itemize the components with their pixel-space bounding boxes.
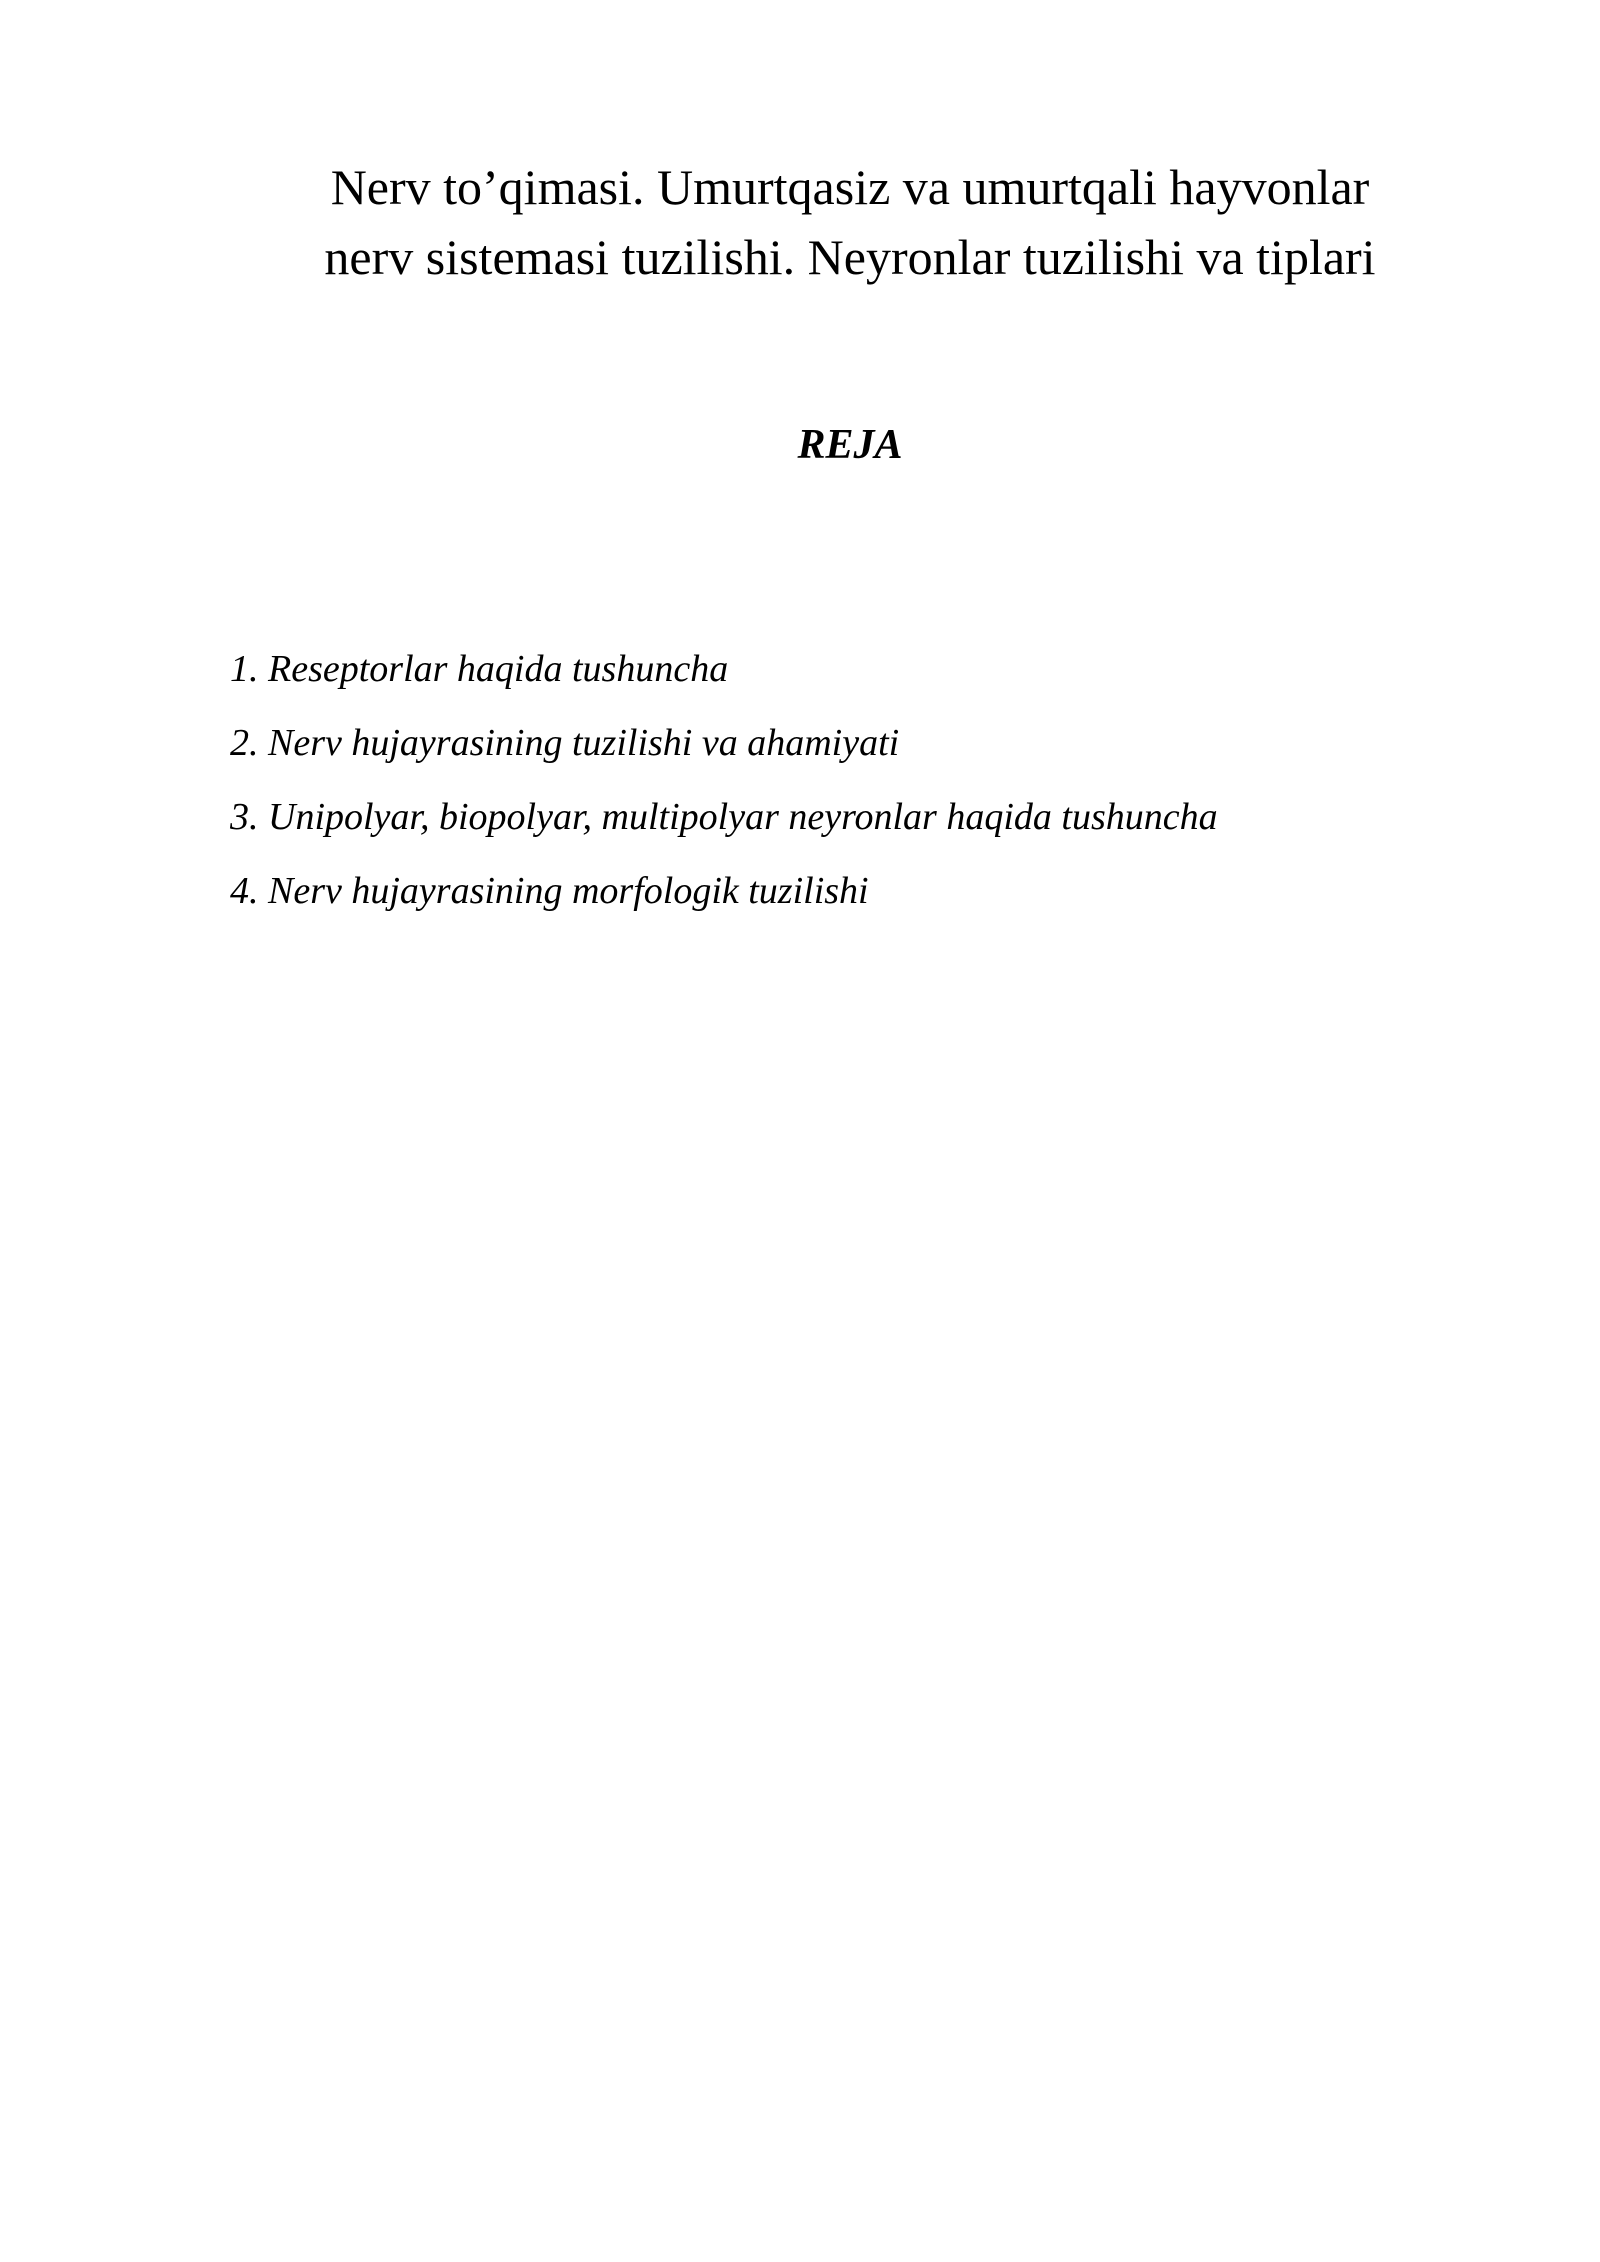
plan-item-3: 3. Unipolyar, biopolyar, multipolyar neyronlar haqida tushuncha [230,796,1218,838]
plan-item-4: 4. Nerv hujayrasining morfologik tuzilishi [230,870,869,912]
title-line-2: nerv sistemasi tuzilishi. Neyronlar tuzilishi va tiplari [324,229,1376,285]
plan-item-2: 2. Nerv hujayrasining tuzilishi va ahamiyati [230,722,900,764]
document-title [200,152,1500,292]
title-line-1: Nerv to’qimasi. Umurtqasiz va umurtqali hayvonlar [330,159,1370,215]
plan-item-1: 1. Reseptorlar haqida tushuncha [230,648,729,690]
plan-list [230,632,1480,928]
plan-heading: REJA [797,422,903,468]
